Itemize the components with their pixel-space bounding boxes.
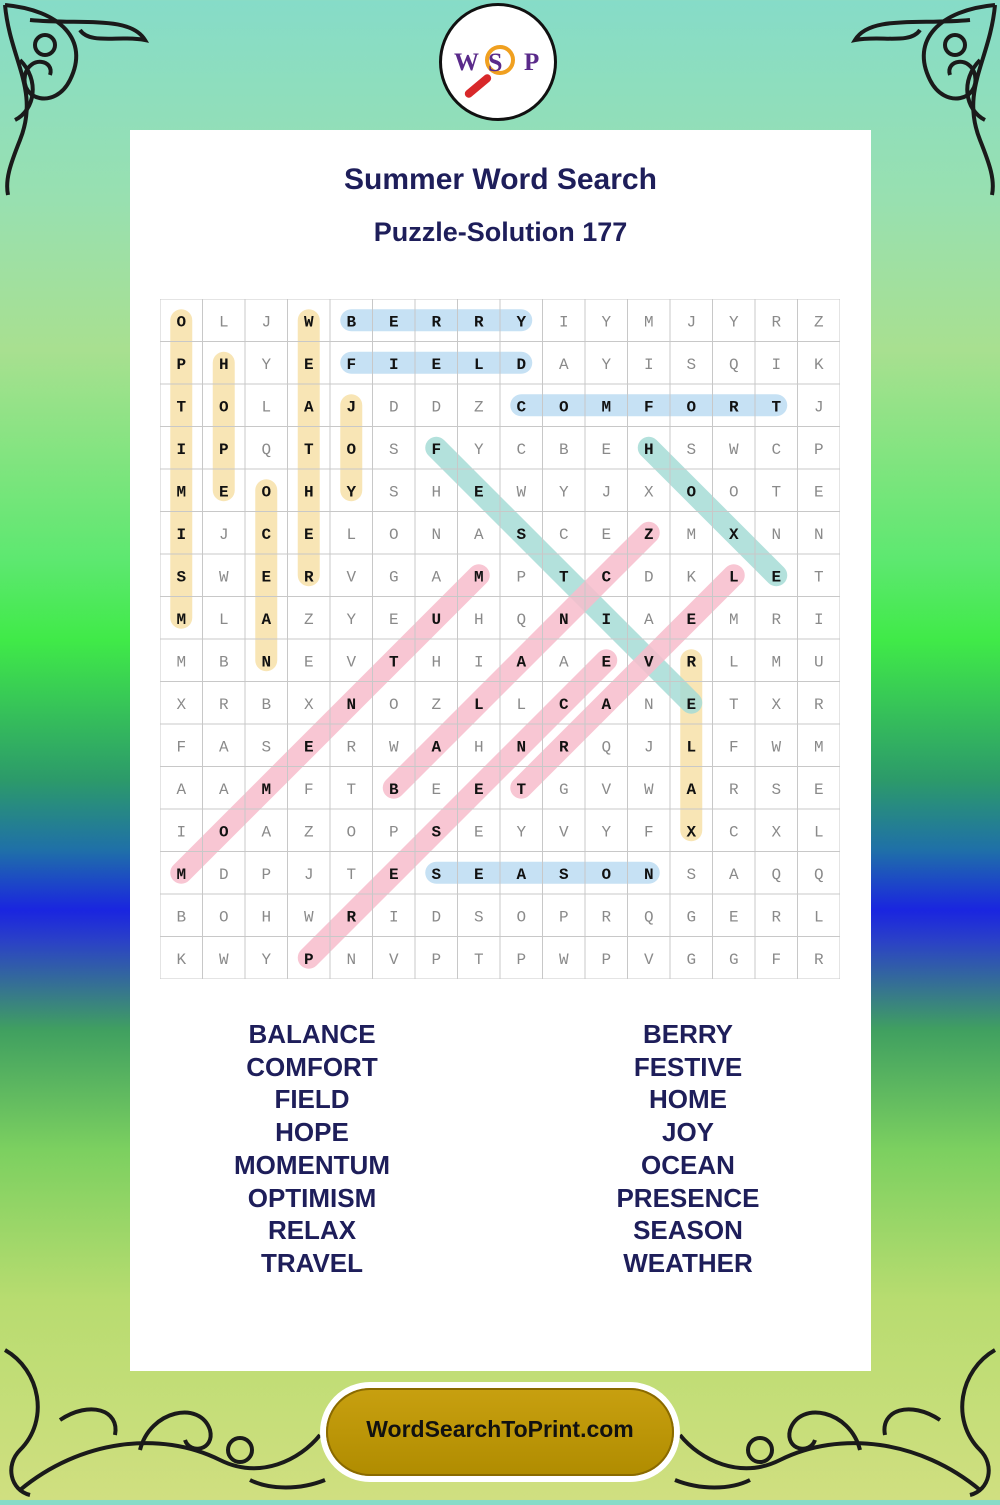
grid-letter: S	[516, 525, 527, 544]
grid-letter: O	[601, 865, 612, 884]
grid-letter: X	[686, 823, 697, 842]
grid-letter: C	[261, 525, 272, 544]
site-url[interactable]: WordSearchToPrint.com	[366, 1416, 634, 1442]
grid-letter: R	[303, 568, 314, 587]
grid-letter: W	[303, 313, 314, 332]
grid-letter: R	[728, 780, 739, 799]
grid-letter: M	[176, 610, 187, 629]
grid-letter: R	[601, 908, 612, 927]
grid-letter: D	[431, 908, 442, 927]
grid-letter: L	[473, 355, 484, 374]
grid-letter: P	[516, 950, 527, 969]
grid-letter: W	[728, 440, 739, 459]
grid-letter: E	[686, 695, 697, 714]
grid-letter: H	[261, 908, 272, 927]
wsp-logo	[439, 3, 557, 121]
grid-letter: S	[388, 483, 399, 502]
grid-letter: Y	[473, 440, 484, 459]
grid-letter: A	[601, 695, 612, 714]
grid-letter: B	[176, 908, 187, 927]
grid-letter: T	[176, 398, 187, 417]
grid-letter: F	[346, 355, 357, 374]
grid-letter: W	[218, 568, 229, 587]
grid-letter: E	[473, 780, 484, 799]
grid-letter: M	[601, 398, 612, 417]
grid-letter: E	[261, 568, 272, 587]
grid-letter: Y	[601, 823, 612, 842]
grid-letter: N	[431, 525, 442, 544]
grid-letter: J	[346, 398, 357, 417]
grid-letter: H	[431, 483, 442, 502]
grid-letter: P	[303, 950, 314, 969]
word-list-item: TRAVEL	[260, 1247, 364, 1278]
grid-letter: D	[516, 355, 527, 374]
grid-letter: P	[218, 440, 229, 459]
grid-letter: E	[601, 653, 612, 672]
grid-letter: E	[813, 483, 824, 502]
grid-letter: N	[558, 610, 569, 629]
grid-letter: S	[431, 865, 442, 884]
grid-letter: O	[558, 398, 569, 417]
grid-letter: N	[771, 525, 782, 544]
grid-letter: T	[558, 568, 569, 587]
page-subtitle: Puzzle-Solution 177	[373, 217, 628, 247]
grid-letter: A	[516, 653, 527, 672]
grid-letter: S	[771, 780, 782, 799]
grid-letter: U	[431, 610, 442, 629]
grid-letter: M	[261, 780, 272, 799]
word-list-item: OPTIMISM	[247, 1182, 377, 1213]
grid-letter: Q	[728, 355, 739, 374]
grid-letter: Y	[728, 313, 739, 332]
grid-letter: F	[176, 738, 187, 757]
grid-letter: P	[516, 568, 527, 587]
grid-letter: R	[771, 908, 782, 927]
grid-letter: E	[388, 865, 399, 884]
grid-letter: P	[261, 865, 272, 884]
grid-letter: S	[261, 738, 272, 757]
grid-letter: L	[813, 823, 824, 842]
word-list-item: COMFORT	[246, 1051, 378, 1082]
grid-letter: S	[686, 440, 697, 459]
grid-letter: T	[346, 865, 357, 884]
grid-letter: L	[346, 525, 357, 544]
grid-letter: F	[303, 780, 314, 799]
grid-letter: W	[303, 908, 314, 927]
grid-letter: E	[218, 483, 229, 502]
grid-letter: S	[686, 355, 697, 374]
grid-letter: C	[516, 440, 527, 459]
grid-letter: M	[473, 568, 484, 587]
grid-letter: S	[558, 865, 569, 884]
grid-letter: I	[601, 610, 612, 629]
grid-letter: I	[813, 610, 824, 629]
grid-letter: R	[728, 398, 739, 417]
grid-letter: S	[388, 440, 399, 459]
grid-letter: B	[218, 653, 229, 672]
grid-letter: E	[431, 355, 442, 374]
grid-letter: V	[643, 950, 654, 969]
grid-letter: F	[431, 440, 442, 459]
word-list-item: BALANCE	[248, 1019, 376, 1049]
grid-letter: T	[728, 695, 739, 714]
grid-letter: D	[643, 568, 654, 587]
grid-letter: K	[176, 950, 187, 969]
grid-letter: T	[771, 398, 782, 417]
grid-letter: O	[176, 313, 187, 332]
grid-letter: W	[558, 950, 569, 969]
grid-letter: E	[303, 525, 314, 544]
page-title: Summer Word Search	[344, 163, 657, 196]
grid-letter: L	[686, 738, 697, 757]
word-list-item: RELAX	[267, 1215, 357, 1246]
grid-letter: R	[558, 738, 569, 757]
grid-letter: L	[261, 398, 272, 417]
grid-letter: L	[218, 313, 229, 332]
grid-letter: F	[728, 738, 739, 757]
word-list-item: OCEAN	[641, 1149, 735, 1180]
grid-letter: D	[218, 865, 229, 884]
grid-letter: Q	[261, 440, 272, 459]
grid-letter: E	[686, 610, 697, 629]
grid-letter: P	[813, 440, 824, 459]
grid-letter: R	[431, 313, 442, 332]
grid-letter: O	[686, 483, 697, 502]
grid-letter: I	[558, 313, 569, 332]
grid-letter: X	[643, 483, 654, 502]
grid-letter: O	[686, 398, 697, 417]
ornament-corner-top-left	[0, 0, 150, 200]
grid-letter: V	[558, 823, 569, 842]
grid-letter: A	[431, 568, 442, 587]
grid-letter: A	[473, 525, 484, 544]
grid-letter: A	[176, 780, 187, 799]
grid-letter: Q	[643, 908, 654, 927]
grid-letter: Q	[813, 865, 824, 884]
grid-letter: B	[346, 313, 357, 332]
grid-letter: J	[218, 525, 229, 544]
grid-letter: A	[728, 865, 739, 884]
grid-letter: Y	[601, 313, 612, 332]
grid-letter: A	[558, 653, 569, 672]
grid-letter: V	[346, 568, 357, 587]
grid-letter: T	[473, 950, 484, 969]
grid-letter: R	[218, 695, 229, 714]
grid-letter: Y	[261, 950, 272, 969]
grid-letter: N	[346, 950, 357, 969]
grid-letter: U	[813, 653, 824, 672]
word-list-item: HOME	[649, 1084, 727, 1115]
grid-letter: C	[728, 823, 739, 842]
grid-letter: T	[813, 568, 824, 587]
grid-letter: T	[346, 780, 357, 799]
grid-letter: Z	[303, 610, 314, 629]
grid-letter: A	[516, 865, 527, 884]
grid-letter: Y	[346, 610, 357, 629]
grid-letter: W	[643, 780, 654, 799]
grid-letter: J	[643, 738, 654, 757]
grid-letter: S	[473, 908, 484, 927]
grid-letter: B	[388, 780, 399, 799]
grid-letter: F	[643, 398, 654, 417]
grid-letter: B	[558, 440, 569, 459]
grid-letter: I	[473, 653, 484, 672]
grid-letter: O	[218, 823, 229, 842]
grid-letter: L	[473, 695, 484, 714]
grid-letter: Z	[643, 525, 654, 544]
grid-letter: H	[473, 738, 484, 757]
grid-letter: M	[813, 738, 824, 757]
grid-letter: O	[261, 483, 272, 502]
grid-letter: T	[303, 440, 314, 459]
grid-letter: R	[813, 695, 824, 714]
word-list-item: PRESENCE	[616, 1182, 760, 1213]
letter-grid	[160, 299, 840, 979]
grid-letter: Y	[516, 823, 527, 842]
grid-letter: R	[473, 313, 484, 332]
grid-letter: W	[771, 738, 782, 757]
grid-letter: I	[388, 355, 399, 374]
grid-letter: T	[516, 780, 527, 799]
word-list-item: HOPE	[275, 1117, 349, 1148]
grid-letter: C	[558, 695, 569, 714]
grid-letter: M	[686, 525, 697, 544]
grid-letter: A	[686, 780, 697, 799]
word-list-item: SEASON	[633, 1215, 743, 1246]
grid-letter: X	[771, 695, 782, 714]
grid-letter: E	[473, 865, 484, 884]
grid-letter: F	[771, 950, 782, 969]
grid-letter: E	[303, 653, 314, 672]
grid-letter: G	[686, 908, 697, 927]
grid-letter: R	[686, 653, 697, 672]
grid-letter: J	[261, 313, 272, 332]
grid-letter: I	[388, 908, 399, 927]
grid-letter: C	[601, 568, 612, 587]
grid-letter: A	[558, 355, 569, 374]
grid-letter: Y	[516, 313, 527, 332]
grid-letter: L	[728, 568, 739, 587]
grid-letter: M	[176, 483, 187, 502]
grid-letter: H	[218, 355, 229, 374]
grid-letter: Y	[261, 355, 272, 374]
grid-letter: W	[218, 950, 229, 969]
grid-letter: I	[643, 355, 654, 374]
grid-letter: R	[346, 908, 357, 927]
grid-letter: J	[303, 865, 314, 884]
logo-letter-w: W	[454, 49, 479, 76]
grid-letter: O	[346, 440, 357, 459]
word-list-item: FIELD	[274, 1084, 350, 1115]
grid-letter: O	[728, 483, 739, 502]
grid-letter: W	[388, 738, 399, 757]
word-list-left	[162, 1018, 462, 1280]
grid-letter: R	[346, 738, 357, 757]
word-list-item: BERRY	[642, 1019, 734, 1049]
grid-letter: N	[516, 738, 527, 757]
grid-letter: E	[303, 355, 314, 374]
grid-letter: X	[771, 823, 782, 842]
grid-letter: V	[388, 950, 399, 969]
grid-letter: R	[813, 950, 824, 969]
grid-letter: P	[558, 908, 569, 927]
grid-letter: A	[218, 738, 229, 757]
grid-letter: V	[643, 653, 654, 672]
grid-letter: A	[261, 823, 272, 842]
grid-letter: B	[261, 695, 272, 714]
grid-letter: H	[431, 653, 442, 672]
grid-letter: I	[176, 440, 187, 459]
word-list-item: MOMENTUM	[234, 1149, 390, 1180]
grid-letter: P	[601, 950, 612, 969]
grid-letter: L	[218, 610, 229, 629]
grid-letter: E	[728, 908, 739, 927]
grid-letter: Z	[813, 313, 824, 332]
grid-letter: J	[813, 398, 824, 417]
grid-letter: M	[176, 865, 187, 884]
grid-letter: N	[813, 525, 824, 544]
logo-letter-p: P	[524, 49, 540, 76]
grid-letter: F	[643, 823, 654, 842]
grid-letter: D	[431, 398, 442, 417]
grid-letter: E	[388, 313, 399, 332]
grid-letter: M	[176, 653, 187, 672]
grid-letter: N	[346, 695, 357, 714]
grid-letter: V	[346, 653, 357, 672]
grid-letter: O	[218, 398, 229, 417]
grid-letter: E	[601, 525, 612, 544]
grid-letter: T	[388, 653, 399, 672]
grid-letter: K	[813, 355, 824, 374]
grid-letter: M	[643, 313, 654, 332]
grid-letter: O	[388, 525, 399, 544]
grid-letter: E	[473, 483, 484, 502]
grid-letter: W	[516, 483, 527, 502]
grid-letter: D	[388, 398, 399, 417]
grid-letter: P	[176, 355, 187, 374]
grid-letter: S	[176, 568, 187, 587]
grid-letter: H	[473, 610, 484, 629]
grid-letter: Q	[601, 738, 612, 757]
grid-letter: Q	[516, 610, 527, 629]
grid-letter: Z	[303, 823, 314, 842]
logo-letter-s: S	[488, 48, 503, 77]
grid-letter: H	[303, 483, 314, 502]
grid-letter: P	[388, 823, 399, 842]
grid-letter: O	[218, 908, 229, 927]
word-list-right	[538, 1018, 838, 1280]
grid-letter: G	[686, 950, 697, 969]
grid-letter: E	[473, 823, 484, 842]
grid-letter: X	[303, 695, 314, 714]
grid-letter: M	[771, 653, 782, 672]
grid-letter: I	[771, 355, 782, 374]
grid-letter: N	[261, 653, 272, 672]
grid-letter: N	[643, 695, 654, 714]
grid-letter: Z	[473, 398, 484, 417]
grid-letter: I	[176, 525, 187, 544]
grid-letter: K	[686, 568, 697, 587]
grid-letter: O	[516, 908, 527, 927]
grid-letter: L	[728, 653, 739, 672]
grid-letter: A	[303, 398, 314, 417]
grid-letter: E	[813, 780, 824, 799]
grid-letter: A	[261, 610, 272, 629]
grid-letter: L	[516, 695, 527, 714]
grid-letter: X	[728, 525, 739, 544]
grid-letter: Y	[601, 355, 612, 374]
grid-letter: M	[728, 610, 739, 629]
grid-letter: T	[771, 483, 782, 502]
grid-letter: N	[643, 865, 654, 884]
grid-letter: Z	[431, 695, 442, 714]
grid-letter: Q	[771, 865, 782, 884]
word-list-item: FESTIVE	[633, 1051, 743, 1082]
grid-letter: C	[771, 440, 782, 459]
grid-letter: H	[643, 440, 654, 459]
grid-letter: O	[388, 695, 399, 714]
grid-letter: V	[601, 780, 612, 799]
grid-letter: J	[686, 313, 697, 332]
grid-letter: E	[431, 780, 442, 799]
grid-letter: S	[686, 865, 697, 884]
grid-letter: S	[431, 823, 442, 842]
grid-letter: G	[728, 950, 739, 969]
word-list-item: WEATHER	[623, 1247, 753, 1278]
grid-letter: R	[771, 313, 782, 332]
grid-letter: C	[558, 525, 569, 544]
grid-letter: A	[643, 610, 654, 629]
grid-letter: Y	[346, 483, 357, 502]
grid-letter: G	[558, 780, 569, 799]
grid-letter: J	[601, 483, 612, 502]
grid-letter: C	[516, 398, 527, 417]
grid-letter: Y	[558, 483, 569, 502]
grid-letter: A	[218, 780, 229, 799]
grid-letter: E	[303, 738, 314, 757]
grid-letter: I	[176, 823, 187, 842]
grid-letter: A	[431, 738, 442, 757]
grid-letter: P	[431, 950, 442, 969]
grid-letter: O	[346, 823, 357, 842]
grid-letter: L	[813, 908, 824, 927]
grid-letter: R	[771, 610, 782, 629]
ornament-corner-top-right	[850, 0, 1000, 200]
grid-letter: X	[176, 695, 187, 714]
grid-letter: E	[601, 440, 612, 459]
grid-letter: E	[388, 610, 399, 629]
grid-letter: E	[771, 568, 782, 587]
word-list-item: JOY	[661, 1117, 715, 1148]
grid-letter: G	[388, 568, 399, 587]
